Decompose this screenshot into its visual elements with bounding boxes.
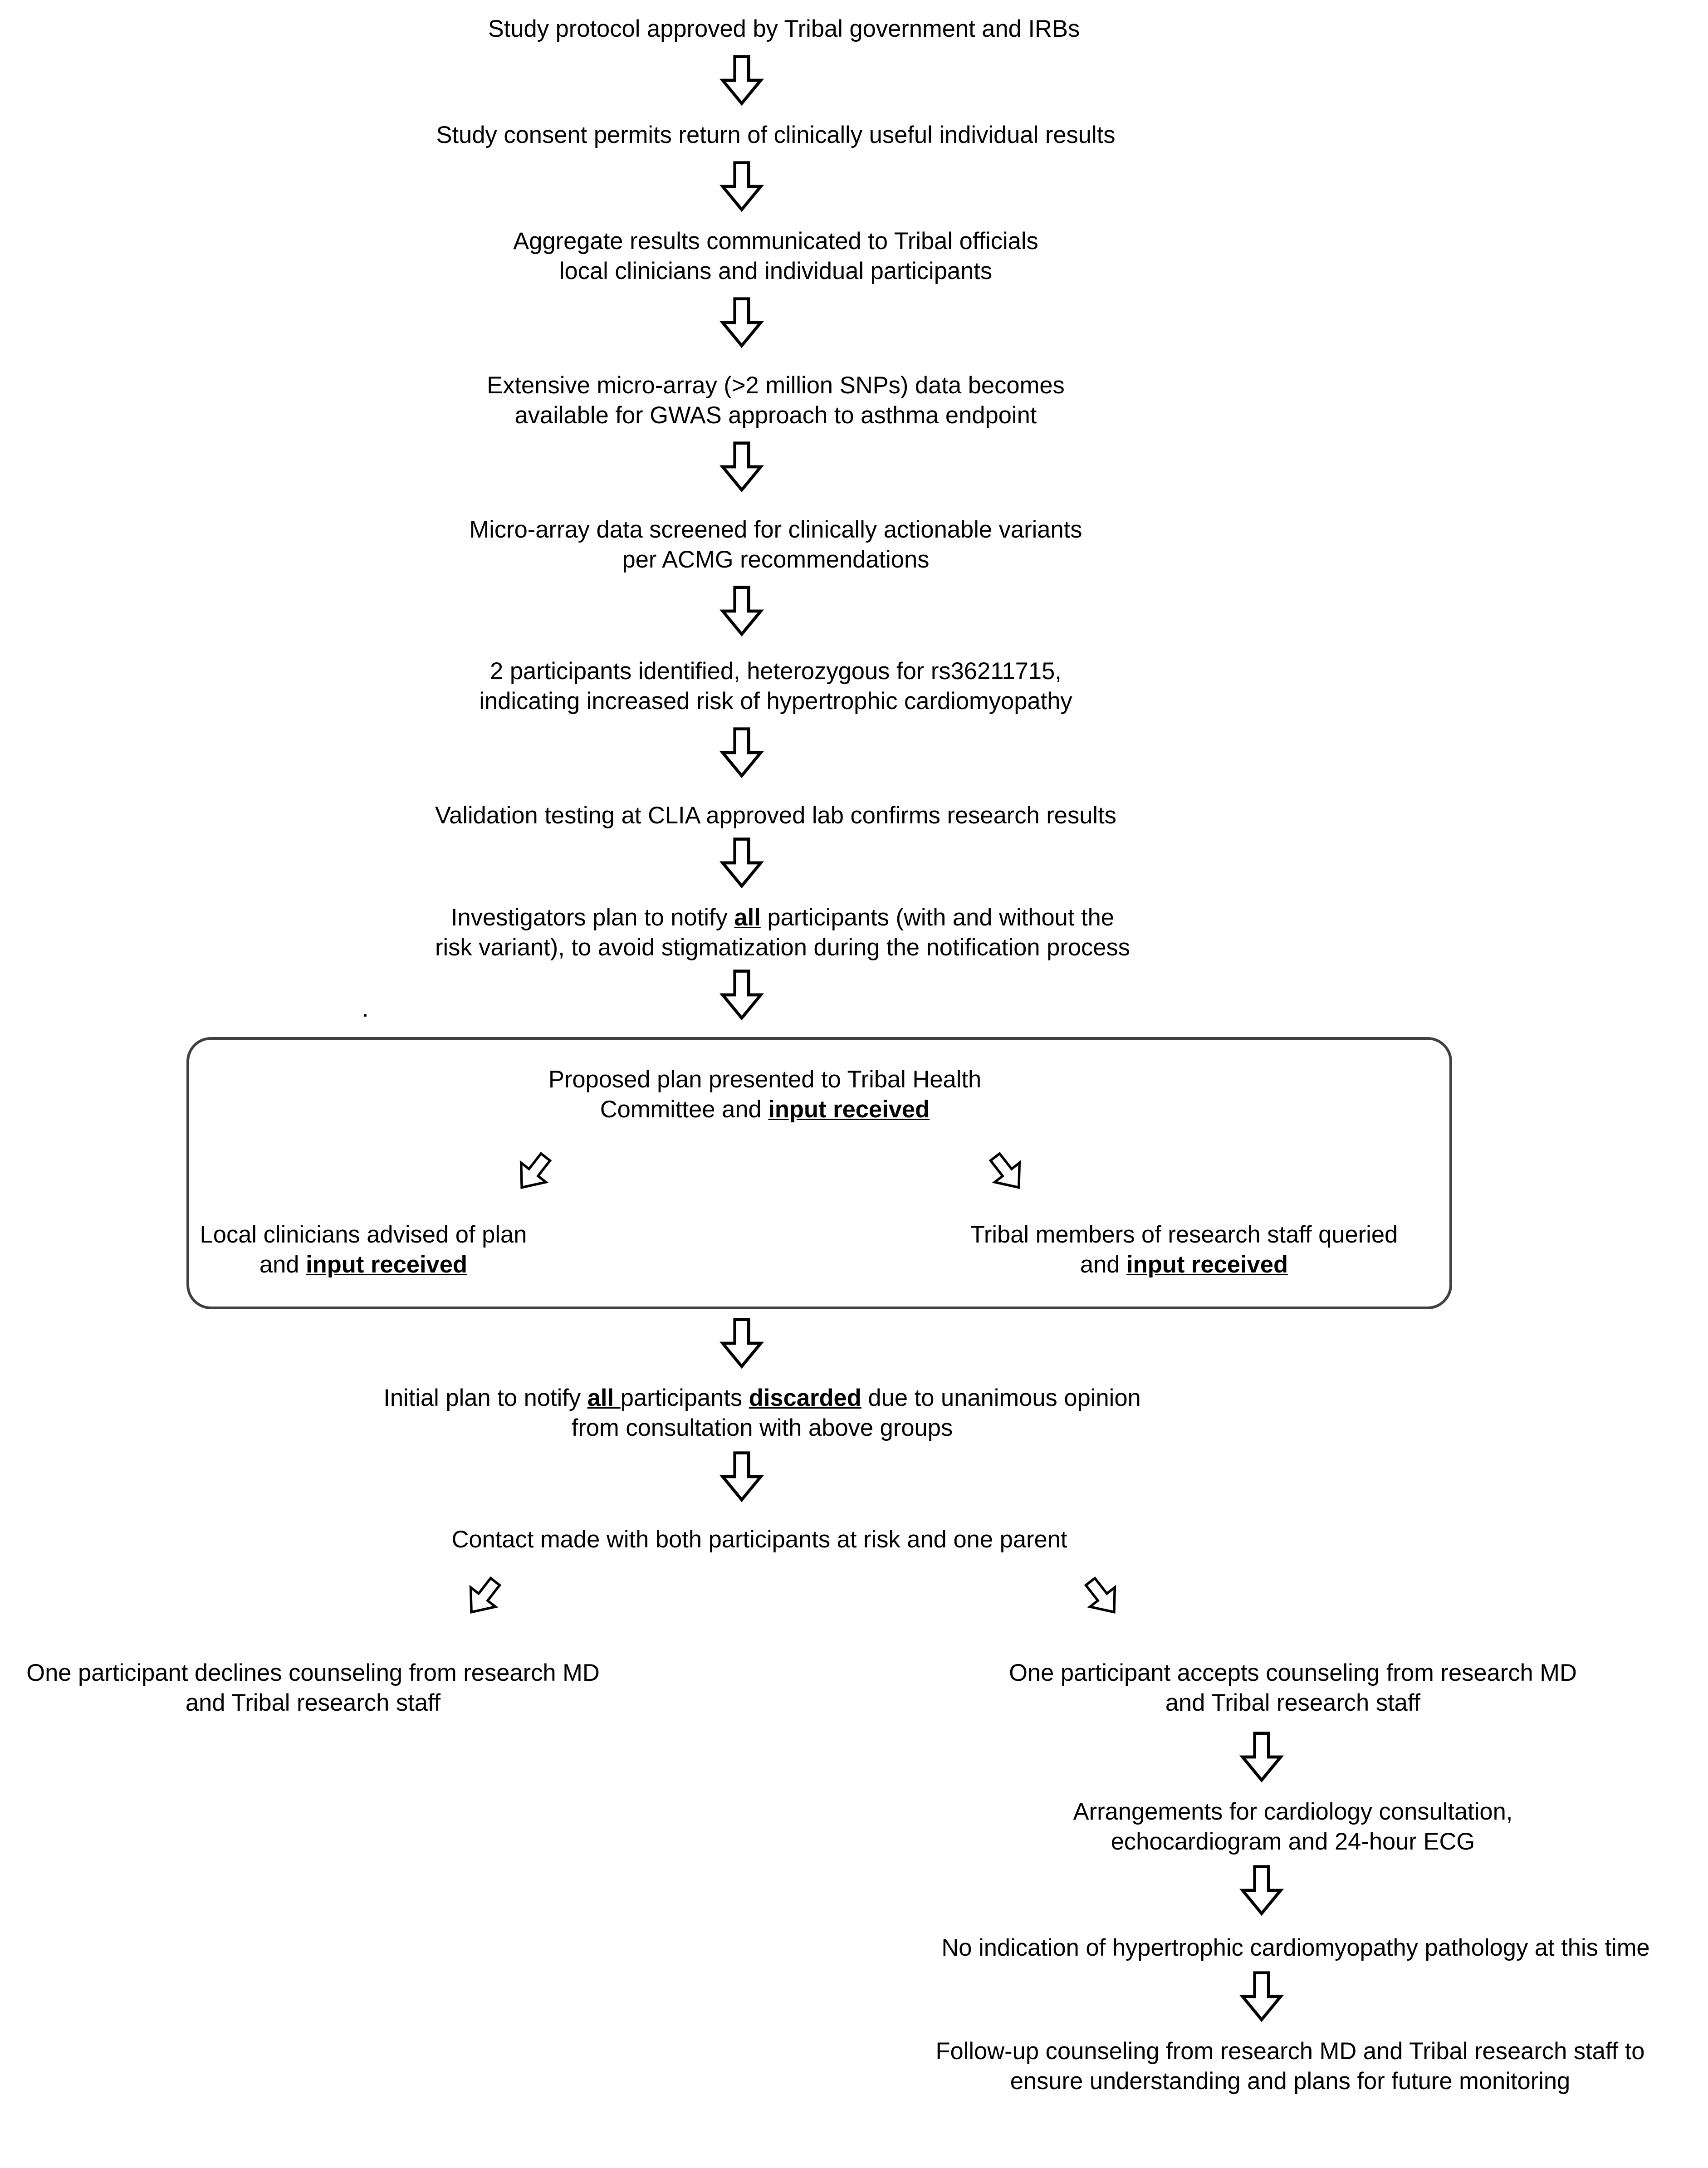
down-arrow-icon (719, 1451, 765, 1502)
down-arrow-icon (719, 161, 765, 212)
node-no-pathology: No indication of hypertrophic cardiomyopathy pathology at this time (941, 1934, 1650, 1961)
node-protocol-approved: Study protocol approved by Tribal government and IRBs (488, 15, 1080, 42)
node-accepts-counseling: One participant accepts counseling from research MD and Tribal research staff (1009, 1659, 1577, 1716)
down-arrow-icon (719, 969, 765, 1021)
node-variant-screening: Micro-array data screened for clinically actionable variants per ACMG recommendations (469, 516, 1082, 573)
node-declines-counseling: One participant declines counseling from research MD and Tribal research staff (26, 1659, 600, 1716)
node-validation-testing: Validation testing at CLIA approved lab confirms research results (435, 802, 1116, 829)
down-arrow-icon (719, 727, 765, 778)
down-arrow-icon (719, 1317, 765, 1369)
down-left-arrow-icon (455, 1569, 511, 1625)
node-local-clinicians: Local clinicians advised of plan and input received (200, 1221, 527, 1278)
down-arrow-icon (719, 585, 765, 637)
down-arrow-icon (1238, 1731, 1285, 1783)
node-notify-all-plan: Investigators plan to notify all participants (with and without the risk variant), to avoid stigmatization during the notification process (435, 904, 1131, 961)
down-arrow-icon (1238, 1865, 1285, 1916)
stray-dot: . (362, 995, 369, 1022)
node-followup-counseling: Follow-up counseling from research MD and Tribal research staff to ensure understanding and plans for future monitoring (935, 2037, 1645, 2095)
node-cardiology-arrangements: Arrangements for cardiology consultation, echocardiogram and 24-hour ECG (1073, 1798, 1513, 1855)
node-plan-discarded: Initial plan to notify all participants discarded due to unanimous opinion from consultation with above groups (383, 1384, 1141, 1441)
down-arrow-icon (719, 441, 765, 493)
node-contact-made: Contact made with both participants at risk and one parent (451, 1526, 1067, 1553)
down-arrow-icon (1238, 1971, 1285, 2022)
node-participants-identified: 2 participants identified, heterozygous for rs36211715, indicating increased risk of hypertrophic cardiomyopathy (479, 657, 1072, 715)
down-arrow-icon (719, 54, 765, 106)
node-consent: Study consent permits return of clinically useful individual results (436, 121, 1116, 148)
node-aggregate-results: Aggregate results communicated to Tribal officials local clinicians and individual participants (513, 227, 1038, 284)
node-microarray-data: Extensive micro-array (>2 million SNPs) data becomes available for GWAS approach to asthma endpoint (487, 372, 1065, 429)
node-proposed-plan: Proposed plan presented to Tribal Health Committee and input received (548, 1066, 982, 1123)
node-tribal-staff-queried: Tribal members of research staff queried and input received (970, 1221, 1398, 1278)
down-right-arrow-icon (1074, 1569, 1130, 1625)
down-arrow-icon (719, 297, 765, 348)
down-arrow-icon (719, 837, 765, 889)
